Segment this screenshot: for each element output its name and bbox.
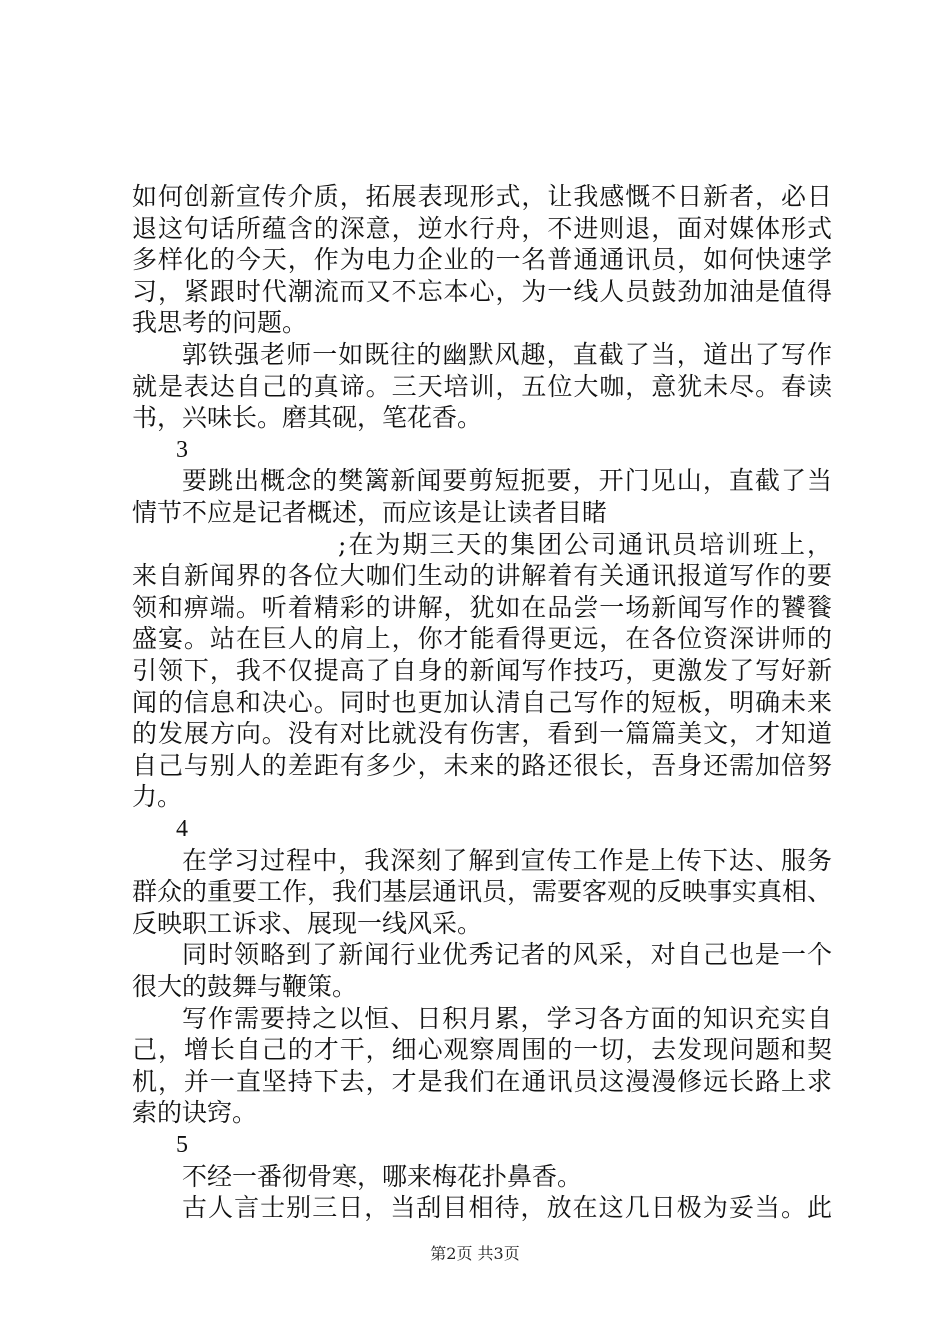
text-line: 情节不应是记者概述，而应该是让读者目睹 bbox=[132, 498, 608, 527]
text-line: 索的诀窍。 bbox=[132, 1098, 258, 1127]
paragraph-first-line: 在学习过程中，我深刻了解到宣传工作是上传下达、服务 bbox=[182, 846, 832, 875]
section-number: 4 bbox=[176, 816, 188, 842]
text-line: 反映职工诉求、展现一线风采。 bbox=[132, 909, 483, 938]
text-line: 闻的信息和决心。同时也更加认清自己写作的短板，明确未来 bbox=[132, 688, 832, 717]
paragraph-first-line: 写作需要持之以恒、日积月累，学习各方面的知识充实自 bbox=[182, 1004, 832, 1033]
text-line: 己，增长自己的才干，细心观察周围的一切，去发现问题和契 bbox=[132, 1035, 832, 1064]
page-footer: 第2页 共3页 bbox=[430, 1244, 520, 1263]
text-line: 盛宴。站在巨人的肩上，你才能看得更远，在各位资深讲师的 bbox=[132, 624, 832, 653]
text-line: 自己与别人的差距有多少，未来的路还很长，吾身还需加倍努 bbox=[132, 751, 832, 780]
text-line: ;在为期三天的集团公司通讯员培训班上， bbox=[338, 530, 832, 559]
text-line: 就是表达自己的真谛。三天培训，五位大咖，意犹未尽。春读 bbox=[132, 372, 832, 401]
text-line: 书，兴味长。磨其砚，笔花香。 bbox=[132, 403, 483, 432]
text-line: 多样化的今天，作为电力企业的一名普通通讯员，如何快速学 bbox=[132, 245, 832, 274]
paragraph-first-line: 郭铁强老师一如既往的幽默风趣，直截了当，道出了写作 bbox=[182, 340, 832, 369]
text-line: 习，紧跟时代潮流而又不忘本心，为一线人员鼓劲加油是值得 bbox=[132, 277, 832, 306]
text-line: 如何创新宣传介质，拓展表现形式，让我感慨不日新者，必日 bbox=[132, 182, 832, 211]
text-line: 领和痹端。听着精彩的讲解，犹如在品尝一场新闻写作的饕餮 bbox=[132, 593, 832, 622]
paragraph-first-line: 要跳出概念的樊篱新闻要剪短扼要，开门见山，直截了当 bbox=[182, 466, 832, 495]
section-number: 3 bbox=[176, 437, 188, 463]
section-number: 5 bbox=[176, 1132, 188, 1158]
text-line: 力。 bbox=[132, 782, 183, 811]
text-line: 很大的鼓舞与鞭策。 bbox=[132, 972, 358, 1001]
text-line: 我思考的问题。 bbox=[132, 308, 308, 337]
paragraph-first-line: 同时领略到了新闻行业优秀记者的风采，对自己也是一个 bbox=[182, 940, 832, 969]
text-line: 的发展方向。没有对比就没有伤害，看到一篇篇美文，才知道 bbox=[132, 719, 832, 748]
text-line: 来自新闻界的各位大咖们生动的讲解着有关通讯报道写作的要 bbox=[132, 561, 832, 590]
text-line: 机，并一直坚持下去，才是我们在通讯员这漫漫修远长路上求 bbox=[132, 1067, 832, 1096]
text-line: 退这句话所蕴含的深意，逆水行舟，不进则退，面对媒体形式 bbox=[132, 214, 832, 243]
paragraph-first-line: 古人言士别三日，当刮目相待，放在这几日极为妥当。此 bbox=[182, 1193, 832, 1222]
paragraph-first-line: 不经一番彻骨寒，哪来梅花扑鼻香。 bbox=[182, 1162, 583, 1191]
text-line: 群众的重要工作，我们基层通讯员，需要客观的反映事实真相、 bbox=[132, 877, 833, 906]
text-line: 引领下，我不仅提高了自身的新闻写作技巧，更激发了写好新 bbox=[132, 656, 832, 685]
